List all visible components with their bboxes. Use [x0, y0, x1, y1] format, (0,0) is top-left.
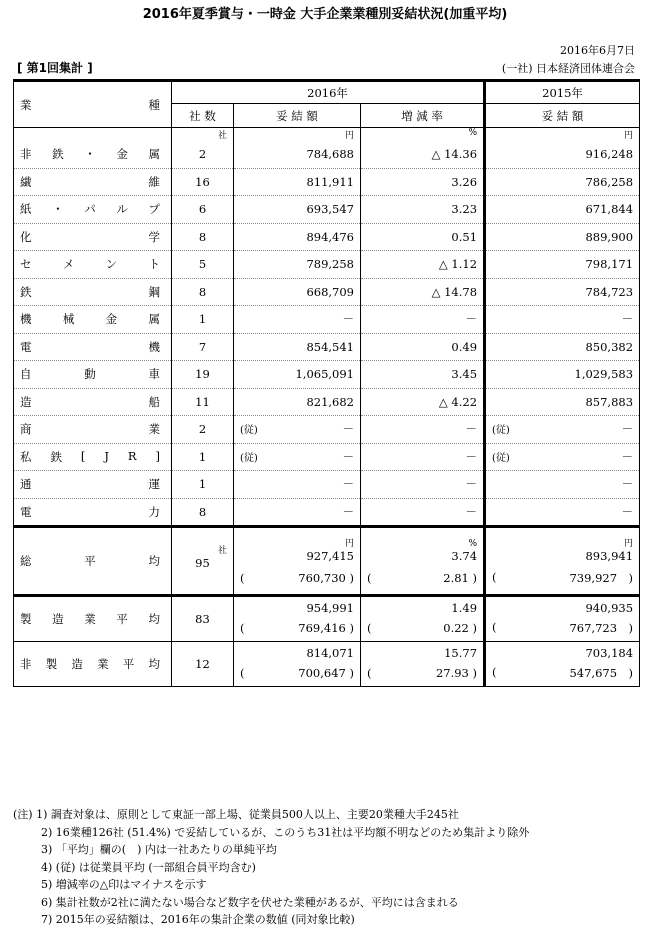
change-rate: － [361, 443, 485, 471]
total-row [14, 527, 640, 563]
amount-2015: － [485, 498, 640, 527]
amount-2015: (従) － [485, 416, 640, 444]
amount-2016: － [234, 306, 361, 334]
footnote: 5) 増減率の△印はマイナスを示す [41, 878, 207, 891]
table-row [14, 388, 640, 416]
company-count: 2 [172, 141, 234, 168]
amount-2016: 789,258 [234, 251, 361, 279]
company-count: 11 [172, 388, 234, 416]
amount-2015: 850,382 [485, 333, 640, 361]
industry-name: 商 業 [14, 416, 172, 444]
unit-pct: % [361, 128, 485, 142]
industry-name: 私 鉄 [ J R ] [14, 443, 172, 471]
company-count: 1 [172, 306, 234, 334]
simple-average-amount: ( 769,416 ) [234, 615, 361, 641]
companies-header: 社 数 [172, 104, 234, 128]
amount-2015: － [485, 471, 640, 499]
simple-average-2015: ( 767,723 ) [485, 615, 640, 641]
amount-2016: － [234, 471, 361, 499]
simple-average-2015: ( 547,675 ) [485, 660, 640, 686]
year-2016-header: 2016年 [172, 81, 485, 104]
section-label: [ 第1回集計 ] [17, 61, 93, 75]
simple-average-amount: ( 760,730 ) [234, 563, 361, 596]
industry-name: セ メ ン ト [14, 251, 172, 279]
footnotes [13, 806, 529, 929]
results-table [13, 79, 640, 687]
amount-2015: 786,258 [485, 168, 640, 196]
amount-2016: 668,709 [234, 278, 361, 306]
unit-yen-2015: 円 [485, 128, 640, 142]
change-rate: 3.26 [361, 168, 485, 196]
amount-header: 妥 結 額 [234, 104, 361, 128]
industry-name: 非 鉄 ・ 金 属 [14, 141, 172, 168]
year-2015-header: 2015年 [485, 81, 640, 104]
unit-companies: 社 [172, 128, 234, 142]
industry-name: 電 機 [14, 333, 172, 361]
amount-2016: － [234, 498, 361, 527]
amount-2015: 1,029,583 [485, 361, 640, 389]
total-amount-2015: 円 893,941 [485, 527, 640, 563]
simple-average-rate: ( 27.93 ) [361, 660, 485, 686]
change-rate: 3.23 [361, 196, 485, 224]
table-row [14, 223, 640, 251]
company-count: 6 [172, 196, 234, 224]
industry-header: 業 種 [14, 81, 172, 128]
footnote: 2) 16業種126社 (51.4%) で妥結しているが、このうち31社は平均額不明などのため集計より除外 [41, 825, 530, 839]
change-rate: － [361, 498, 485, 527]
amount-2015: (従) － [485, 443, 640, 471]
company-count: 8 [172, 278, 234, 306]
amount-2016: 854,541 [234, 333, 361, 361]
company-count: 2 [172, 416, 234, 444]
industry-name: 繊 維 [14, 168, 172, 196]
total-count: 83 [172, 596, 234, 642]
total-row [14, 642, 640, 661]
footnote: 6) 集計社数が2社に満たない場合など数字を伏せた業種があるが、平均には含まれる [41, 895, 459, 909]
simple-average-rate: ( 0.22 ) [361, 615, 485, 641]
total-amount: 円 927,415 [234, 527, 361, 563]
simple-average-rate: ( 2.81 ) [361, 563, 485, 596]
company-count: 1 [172, 443, 234, 471]
company-count: 8 [172, 498, 234, 527]
page-title: 2016年夏季賞与・一時金 大手企業業種別妥結状況(加重平均) [142, 7, 508, 22]
total-count: 12 [172, 642, 234, 687]
total-name: 非 製 造 業 平 均 [14, 642, 172, 687]
industry-name: 自 動 車 [14, 361, 172, 389]
footnote: 3) 「平均」欄の( ) 内は一社あたりの単純平均 [41, 843, 277, 856]
amount-2015: － [485, 306, 640, 334]
amount-2016: 811,911 [234, 168, 361, 196]
total-rate: 15.77 [361, 642, 485, 661]
total-rate: % 3.74 [361, 527, 485, 563]
amount-2015: 857,883 [485, 388, 640, 416]
change-rate: △ 4.22 [361, 388, 485, 416]
amount-2015: 916,248 [485, 141, 640, 168]
amount-2015-header: 妥 結 額 [485, 104, 640, 128]
company-count: 5 [172, 251, 234, 279]
amount-2015: 889,900 [485, 223, 640, 251]
table-row [14, 333, 640, 361]
amount-2015: 784,723 [485, 278, 640, 306]
change-rate: 0.51 [361, 223, 485, 251]
industry-name: 造 船 [14, 388, 172, 416]
header-row-1 [14, 81, 640, 104]
industry-name: 紙 ・ パ ル プ [14, 196, 172, 224]
company-count: 7 [172, 333, 234, 361]
unit-row [14, 128, 640, 142]
table-row [14, 168, 640, 196]
footnote: (注) 1) 調査対象は、原則として東証一部上場、従業員500人以上、主要20業種大手245社 [13, 808, 459, 821]
amount-2016: 894,476 [234, 223, 361, 251]
amount-2016: (従) － [234, 416, 361, 444]
change-rate: △ 14.78 [361, 278, 485, 306]
amount-2015: 798,171 [485, 251, 640, 279]
total-row [14, 596, 640, 616]
total-amount-2015: 703,184 [485, 642, 640, 661]
amount-2016: 784,688 [234, 141, 361, 168]
unit-yen: 円 [234, 128, 361, 142]
total-amount: 954,991 [234, 596, 361, 616]
change-rate: △ 14.36 [361, 141, 485, 168]
table-row [14, 498, 640, 527]
total-name: 総 平 均 [14, 527, 172, 596]
publish-date: 2016年6月7日 [560, 44, 635, 57]
change-rate: － [361, 306, 485, 334]
table-row [14, 471, 640, 499]
table-row [14, 196, 640, 224]
company-count: 1 [172, 471, 234, 499]
amount-2016: (従) － [234, 443, 361, 471]
total-amount: 814,071 [234, 642, 361, 661]
footnote: 4) (従) は従業員平均 (一部組合員平均含む) [41, 860, 256, 874]
amount-2016: 1,065,091 [234, 361, 361, 389]
amount-2016: 821,682 [234, 388, 361, 416]
organization: (一社) 日本経済団体連合会 [501, 62, 635, 75]
total-count: 社 95 [172, 527, 234, 596]
industry-name: 通 運 [14, 471, 172, 499]
company-count: 19 [172, 361, 234, 389]
total-rate: 1.49 [361, 596, 485, 616]
industry-name: 機 械 金 属 [14, 306, 172, 334]
table-row [14, 141, 640, 168]
table-row [14, 306, 640, 334]
industry-name: 電 力 [14, 498, 172, 527]
amount-2016: 693,547 [234, 196, 361, 224]
company-count: 8 [172, 223, 234, 251]
amount-2015: 671,844 [485, 196, 640, 224]
table-row [14, 278, 640, 306]
simple-average-2015: ( 739,927 ) [485, 563, 640, 596]
total-amount-2015: 940,935 [485, 596, 640, 616]
rate-header: 増 減 率 [361, 104, 485, 128]
change-rate: － [361, 416, 485, 444]
table-row [14, 416, 640, 444]
footnote: 7) 2015年の妥結額は、2016年の集計企業の数値 (同対象比較) [41, 913, 355, 926]
change-rate: － [361, 471, 485, 499]
table-row [14, 443, 640, 471]
industry-name: 鉄 鋼 [14, 278, 172, 306]
change-rate: 3.45 [361, 361, 485, 389]
total-name: 製 造 業 平 均 [14, 596, 172, 642]
simple-average-amount: ( 700,647 ) [234, 660, 361, 686]
industry-name: 化 学 [14, 223, 172, 251]
change-rate: 0.49 [361, 333, 485, 361]
change-rate: △ 1.12 [361, 251, 485, 279]
table-row [14, 251, 640, 279]
table-row [14, 361, 640, 389]
company-count: 16 [172, 168, 234, 196]
